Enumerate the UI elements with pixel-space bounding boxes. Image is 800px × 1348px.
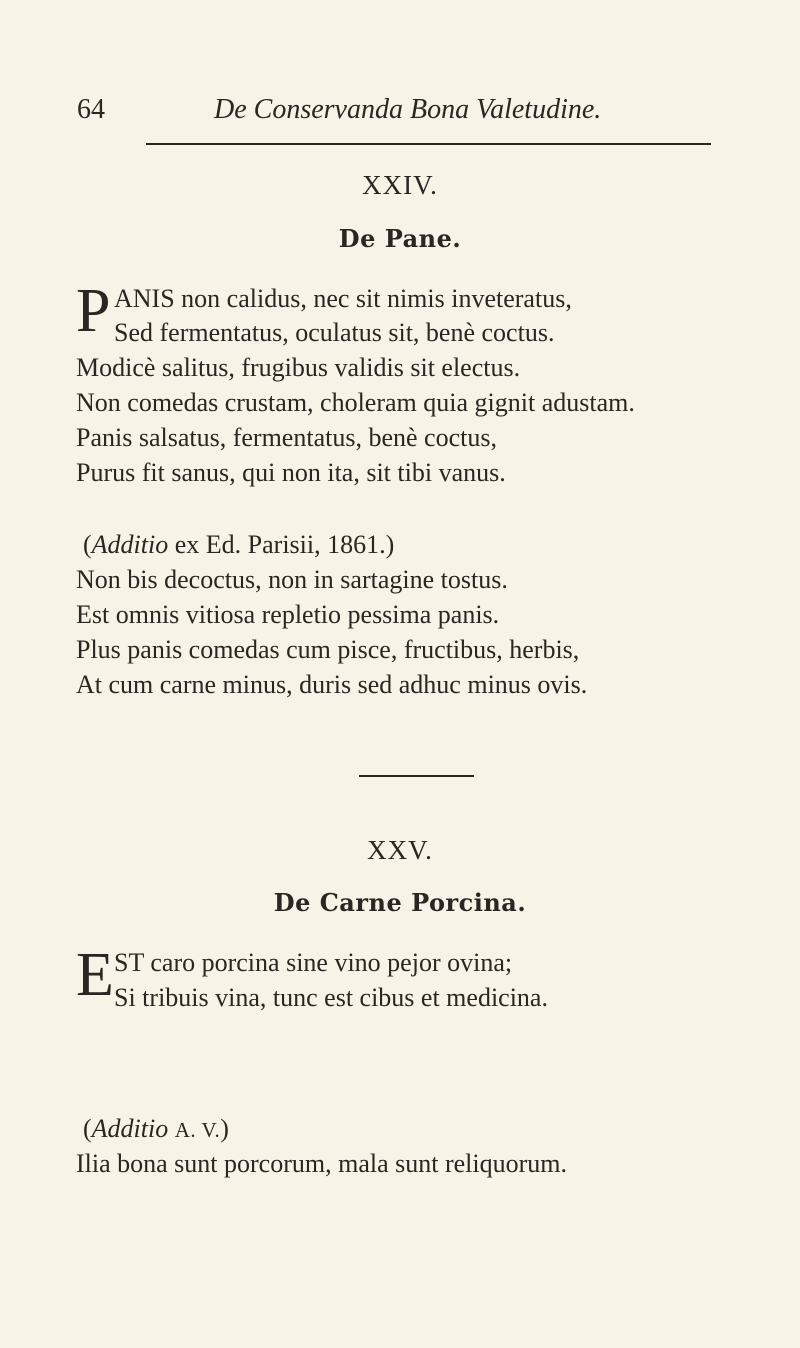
addition-label: Additio	[91, 530, 169, 559]
running-title: De Conservanda Bona Valetudine.	[214, 94, 602, 125]
section-24-line-6: Purus fit sanus, qui non ita, sit tibi vanus.	[76, 458, 506, 487]
section-24-subtitle: De Pane.	[338, 224, 462, 253]
section-24-drop-cap: P	[76, 277, 111, 345]
section-25-subtitle: De Carne Porcina.	[273, 888, 527, 917]
section-25-addition-line-1: Ilia bona sunt porcorum, mala sunt reliquorum.	[76, 1149, 568, 1178]
header-rule	[146, 143, 711, 145]
section-24-addition-line-3: Plus panis comedas cum pisce, fructibus, herbis,	[76, 635, 580, 664]
section-24-line-4: Non comedas crustam, choleram quia gignit adustam.	[76, 388, 635, 417]
section-25-addition-heading: (Additio A. V.)	[83, 1114, 229, 1143]
section-25-numeral: XXV.	[367, 835, 433, 865]
section-24-line-1: ANIS non calidus, nec sit nimis inveteratus,	[114, 284, 572, 313]
section-24-addition-line-4: At cum carne minus, duris sed adhuc minus ovis.	[76, 670, 588, 699]
section-24-numeral: XXIV.	[362, 170, 438, 200]
addition-label: Additio	[91, 1114, 169, 1143]
section-24-addition-heading: (Additio ex Ed. Parisii, 1861.)	[83, 530, 395, 559]
section-24-addition-line-1: Non bis decoctus, non in sartagine tostus.	[76, 565, 508, 594]
section-24-line-5: Panis salsatus, fermentatus, benè coctus,	[76, 423, 497, 452]
page-number: 64	[77, 94, 105, 125]
section-25-drop-cap: E	[76, 941, 114, 1009]
section-24-line-3: Modicè salitus, frugibus validis sit electus.	[76, 353, 521, 382]
section-24-addition-line-2: Est omnis vitiosa repletio pessima panis.	[76, 600, 500, 629]
section-25-line-1: ST caro porcina sine vino pejor ovina;	[114, 948, 513, 977]
addition-source: A. V.	[174, 1118, 221, 1142]
section-divider	[359, 775, 474, 777]
section-25-line-2: Si tribuis vina, tunc est cibus et medicina.	[114, 983, 548, 1012]
section-24-line-2: Sed fermentatus, oculatus sit, benè coctus.	[114, 318, 555, 347]
addition-source: ex Ed. Parisii, 1861.	[174, 530, 386, 559]
